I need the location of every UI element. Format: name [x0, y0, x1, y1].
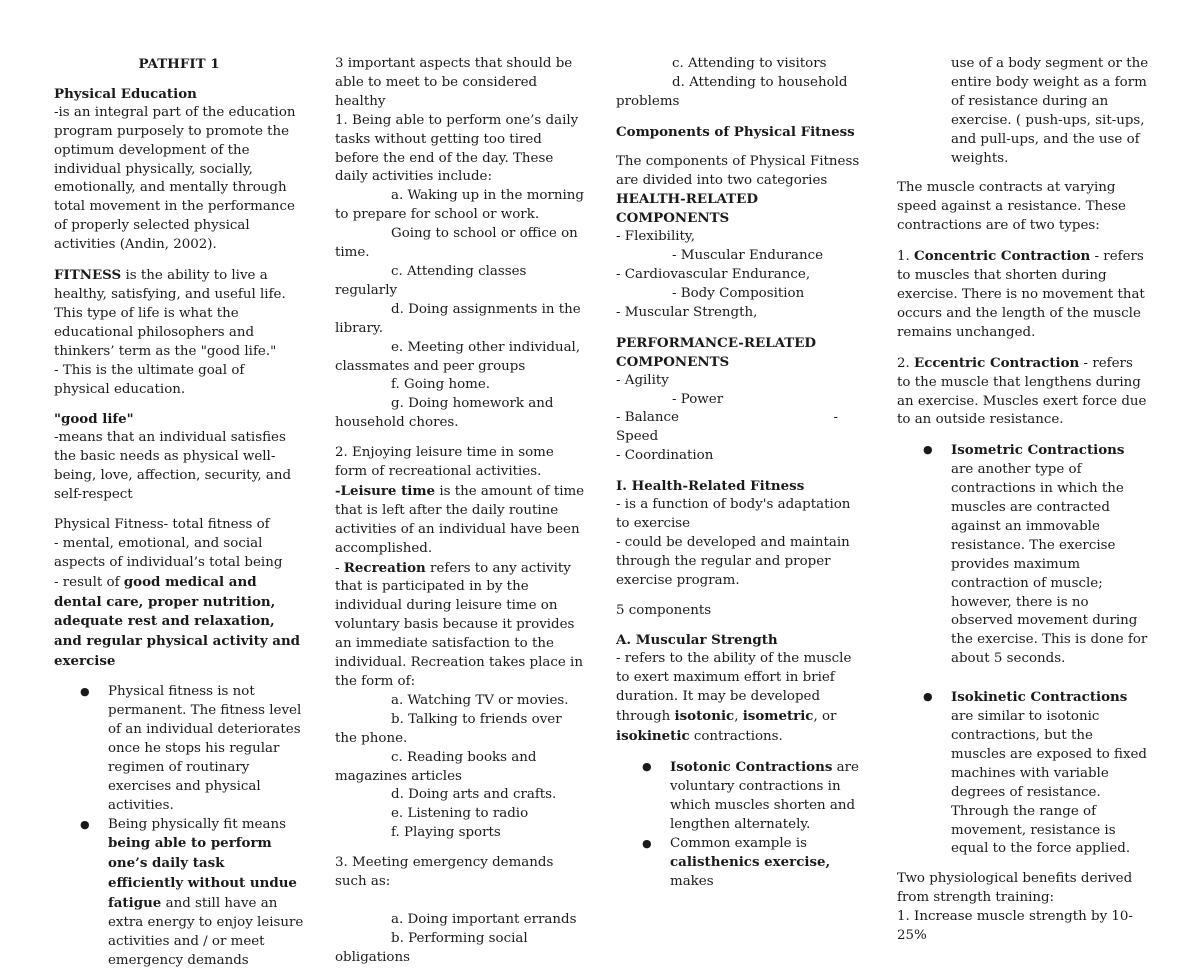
balance-text: - Balance — [616, 410, 679, 426]
bullet-icon: ● — [80, 685, 90, 699]
pe-definition: -is an integral part of the education program purposely to promote the optimum development of the individual physically, socially, emotionally, and mentally through total movement in the performance of properly selected physical activities (Andin, 2002). — [54, 104, 296, 253]
muscle-intro: The muscle contracts at varying speed against a resistance. These contractions are of two types: — [897, 180, 1126, 234]
ms-isometric: isometric — [742, 708, 814, 725]
column-4 — [897, 55, 1149, 946]
muscular-strength-definition — [616, 650, 868, 747]
aspect-1: 1. Being able to perform one’s daily tasks without getting too tired before the end of the day. These daily activities include: — [335, 112, 579, 185]
ms-text: - refers to the ability of the muscle to exert maximum effort in brief duration. It may be developed through — [616, 651, 852, 725]
eccentric-definition — [897, 354, 1149, 431]
recreation-item — [335, 692, 585, 711]
activity-item — [335, 187, 585, 225]
concentric-term: Concentric Contraction — [914, 248, 1091, 265]
recreation-item — [335, 824, 585, 843]
activity-text: c. Attending classes regularly — [335, 263, 527, 298]
ms-sep: , — [734, 709, 743, 725]
continued-text: use of a body segment or the entire body weight as a form of resistance during an exercise. ( push-ups, sit-ups, and pull-ups, and the use of weights. — [951, 56, 1149, 166]
concentric-number: 1. — [897, 249, 915, 265]
health-component: - Body Composition — [672, 285, 805, 301]
recreation-prefix: - — [335, 560, 344, 576]
recreation-text: d. Doing arts and crafts. — [391, 787, 557, 803]
bullet-icon: ● — [80, 817, 90, 831]
activity-text: e. Meeting other individual, classmates and peer groups — [335, 339, 581, 374]
activity-item — [335, 301, 585, 339]
bullet-text: makes — [670, 874, 714, 890]
bullet-icon: ● — [923, 690, 933, 704]
eccentric-number: 2. — [897, 355, 915, 371]
activity-text: g. Doing homework and household chores. — [335, 396, 554, 431]
recreation-text: b. Talking to friends over the phone. — [335, 711, 562, 746]
pe-heading: Physical Education — [54, 85, 197, 102]
pf-result-prefix: - result of — [54, 574, 124, 590]
fitness-term: FITNESS — [54, 267, 122, 284]
emergency-text: c. Attending to visitors — [672, 56, 827, 71]
column-2 — [335, 55, 585, 968]
bullet-text: Physical fitness is not permanent. The fitness level of an individual deteriorates once he stops his regular regimen of routinary exercises and physical activities. — [108, 684, 302, 813]
hrf-line: - is a function of body's adaptation to exercise — [616, 497, 851, 531]
emergency-item — [616, 74, 868, 112]
recreation-text: refers to any activity that is participated in by the individual during leisure time on voluntary basis because it provides an immediate satisfaction to the individual. Recreation takes place in the form of: — [335, 560, 583, 689]
fitness-goal: - This is the ultimate goal of physical education. — [54, 362, 245, 397]
concentric-definition — [897, 247, 1149, 343]
performance-component: Speed — [616, 429, 659, 445]
bullet-bold: Isotonic Contractions — [670, 758, 833, 775]
health-component: - Cardiovascular Endurance, — [616, 267, 811, 283]
hrf-line: - could be developed and maintain through the regular and proper exercise program. — [616, 534, 850, 588]
emergency-text: a. Doing important errands — [391, 911, 577, 927]
recreation-item — [335, 786, 585, 805]
good-life-heading: "good life" — [54, 411, 134, 428]
muscular-strength-heading: A. Muscular Strength — [616, 632, 778, 649]
aspect-2: 2. Enjoying leisure time in some form of recreational activities. — [335, 445, 554, 480]
ms-sep: , or — [813, 709, 837, 725]
bullet-text: and still have an extra energy to enjoy leisure activities and / or meet emergency demands — [108, 896, 304, 968]
five-components: 5 components — [616, 602, 712, 618]
components-intro: The components of Physical Fitness are divided into two categories — [616, 153, 860, 188]
emergency-item — [335, 930, 585, 968]
health-component: - Muscular Endurance — [672, 248, 824, 264]
emergency-text: b. Performing social obligations — [335, 930, 528, 965]
dash-text: - — [833, 410, 838, 426]
emergency-item — [616, 55, 868, 74]
activity-item — [335, 339, 585, 377]
column-3 — [616, 55, 868, 892]
benefit-1: 1. Increase muscle strength by 10-25% — [897, 909, 1133, 944]
recreation-text: a. Watching TV or movies. — [391, 692, 569, 708]
recreation-text: e. Listening to radio — [391, 806, 529, 822]
fitness-definition — [54, 266, 304, 362]
list-item — [54, 683, 304, 815]
pf-line-2: - mental, emotional, and social aspects of individual’s total being — [54, 535, 283, 570]
pf-result-bold: good medical and dental care, proper nutrition, adequate rest and relaxation, and regular physical activity and exercise — [54, 573, 301, 670]
health-component: - Muscular Strength, — [616, 304, 758, 320]
ms-isotonic: isotonic — [674, 708, 735, 725]
hrf-heading: I. Health-Related Fitness — [616, 478, 805, 495]
contraction-bullets — [897, 441, 1149, 859]
pf-result — [54, 573, 304, 673]
performance-component — [616, 409, 868, 428]
bullet-icon: ● — [642, 836, 652, 850]
leisure-term: -Leisure time — [335, 482, 436, 499]
bullet-icon: ● — [642, 759, 652, 773]
emergency-text: d. Attending to household problems — [616, 74, 848, 109]
performance-related-heading: PERFORMANCE-RELATED COMPONENTS — [616, 334, 817, 370]
list-item — [897, 688, 1149, 859]
concentric-text: - refers to muscles that shorten during exercise. There is no movement that occurs and the length of the muscle remains unchanged. — [897, 249, 1145, 340]
bullet-icon: ● — [923, 443, 933, 457]
benefits-intro: Two physiological benefits derived from strength training: — [897, 871, 1133, 906]
recreation-text: c. Reading books and magazines articles — [335, 749, 537, 784]
performance-component: - Coordination — [616, 448, 714, 464]
aspect-3: 3. Meeting emergency demands such as: — [335, 855, 554, 890]
bullet-text: are voluntary contractions in which muscles shorten and lengthen alternately. — [670, 759, 859, 832]
recreation-item — [335, 749, 585, 787]
aspects-intro: 3 important aspects that should be able to meet to be considered healthy — [335, 56, 573, 109]
bullet-text: are another type of contractions in which the muscles are contracted against an immovable resistance. The exercise provides maximum contraction of muscle; however, there is no observed movement during the exercise. This is done for about 5 seconds. — [951, 462, 1148, 667]
components-heading: Components of Physical Fitness — [616, 123, 855, 140]
fitness-def-text: is the ability to live a healthy, satisfying, and useful life. This type of life is what the educational philosophers and thinkers’ term as the "good life." — [54, 268, 286, 359]
activity-item — [335, 395, 585, 433]
fitness-bullets — [54, 683, 304, 971]
recreation-term: Recreation — [343, 559, 426, 576]
good-life-definition: -means that an individual satisfies the basic needs as physical well-being, love, affection, security, and self-respect — [54, 430, 292, 503]
bullet-bold: being able to perform one’s daily task efficiently without undue fatigue — [108, 835, 297, 912]
health-related-heading: HEALTH-RELATED COMPONENTS — [616, 191, 758, 227]
bullet-text: Being physically fit means — [108, 816, 286, 832]
activity-item — [335, 263, 585, 301]
isotonic-bullets — [616, 758, 868, 892]
recreation-text: f. Playing sports — [391, 825, 501, 841]
list-item — [54, 816, 304, 971]
bullet-text: Common example is — [670, 835, 807, 851]
emergency-item — [335, 911, 585, 930]
activity-item — [335, 225, 585, 263]
column-1 — [54, 55, 304, 971]
bullet-bold: Isokinetic Contractions — [951, 689, 1128, 706]
ms-text: contractions. — [689, 729, 783, 744]
bullet-text: are similar to isotonic contractions, but the muscles are exposed to fixed machines with variable degrees of resistance. Through the range of movement, resistance is equal to the force applied. — [951, 709, 1148, 857]
list-item — [897, 441, 1149, 669]
recreation-item — [335, 711, 585, 749]
recreation-definition — [335, 559, 585, 692]
list-item — [616, 758, 868, 835]
ms-isokinetic: isokinetic — [616, 728, 690, 744]
activity-text: Going to school or office on time. — [335, 226, 578, 261]
eccentric-term: Eccentric Contraction — [914, 354, 1080, 371]
eccentric-text: - refers to the muscle that lengthens during an exercise. Muscles exert force due to an outside resistance. — [897, 355, 1147, 428]
activity-text: f. Going home. — [391, 377, 491, 393]
list-item — [616, 835, 868, 893]
leisure-text: is the amount of time that is left after the daily routine activities of an individual have been accomplished. — [335, 483, 585, 556]
recreation-item — [335, 805, 585, 824]
pf-line-1: Physical Fitness- total fitness of — [54, 516, 270, 532]
activity-item — [335, 376, 585, 395]
health-component: - Flexibility, — [616, 229, 695, 245]
bullet-bold: Isometric Contractions — [951, 442, 1125, 459]
leisure-definition — [335, 482, 585, 559]
bullet-bold: calisthenics exercise, — [670, 854, 831, 871]
performance-component: - Power — [672, 391, 724, 407]
performance-component: - Agility — [616, 372, 669, 388]
activity-text: a. Waking up in the morning to prepare for school or work. — [335, 188, 584, 223]
page-title: PATHFIT 1 — [138, 56, 220, 72]
activity-text: d. Doing assignments in the library. — [335, 301, 581, 336]
